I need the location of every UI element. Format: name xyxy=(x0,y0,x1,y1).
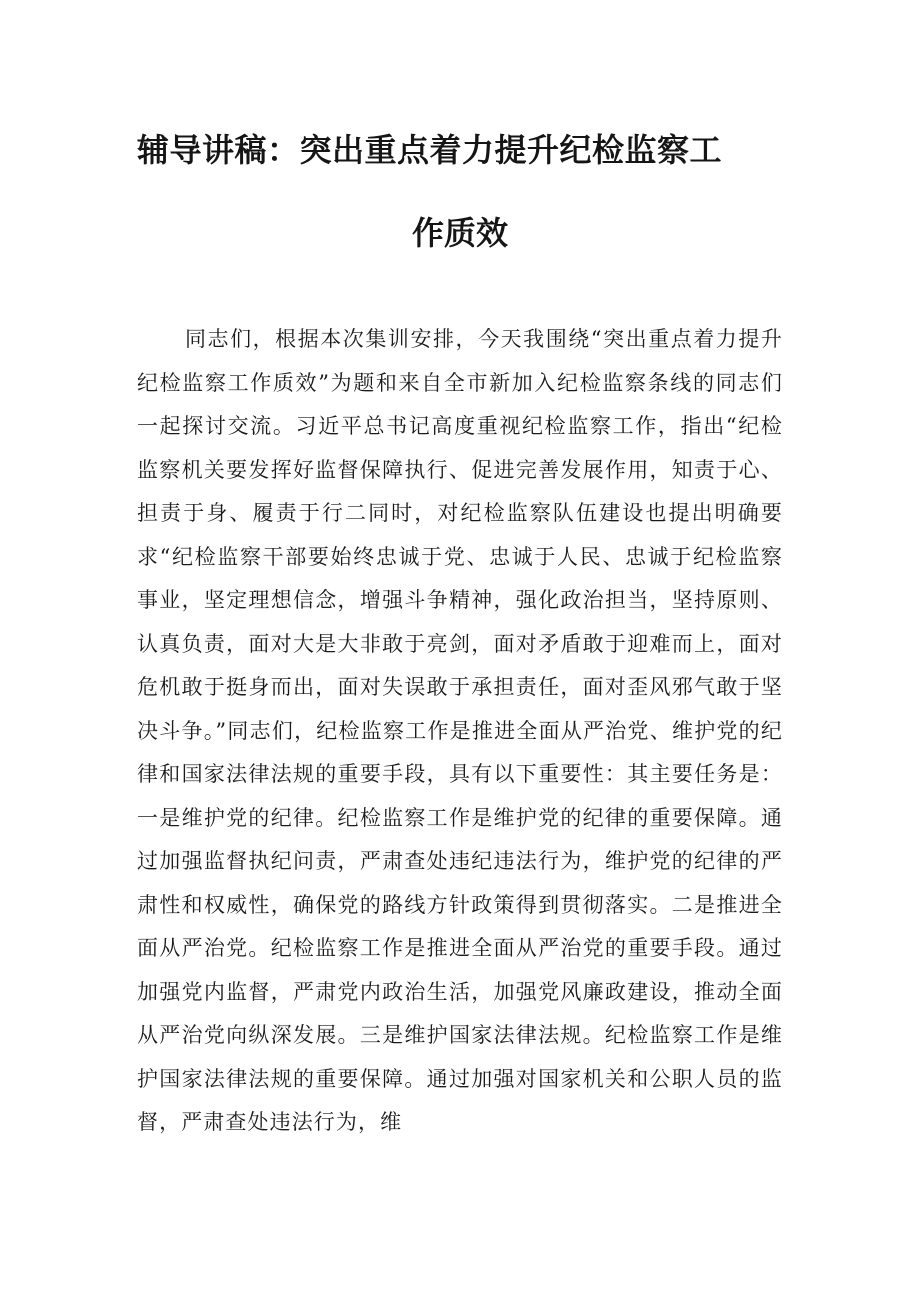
document-title-line-1: 辅导讲稿：突出重点着力提升纪检监察工 xyxy=(137,131,723,169)
document-title-line-2: 作质效 xyxy=(411,214,508,252)
body-paragraph: 同志们，根据本次集训安排，今天我围绕“突出重点着力提升纪检监察工作质效”为题和来自全市新加入纪检监察条线的同志们一起探讨交流。习近平总书记高度重视纪检监察工作，指出“纪检监察机关要发挥好监督保障执行、促进完善发展作用，知责于心、担责于身、履责于行二同时，对纪检监察队伍建设也提出明确要求“纪检监察干部要始终忠诚于党、忠诚于人民、忠诚于纪检监察事业，坚定理想信念，增强斗争精神，强化政治担当，坚持原则、认真负责，面对大是大非敢于亮剑，面对矛盾敢于迎难而上，面对危机敢于挺身而出，面对失误敢于承担责任，面对歪风邪气敢于坚决斗争。”同志们，纪检监察工作是推进全面从严治党、维护党的纪律和国家法律法规的重要手段，具有以下重要性：其主要任务是：一是维护党的纪律。纪检监察工作是维护党的纪律的重要保障。通过加强监督执纪问责，严肃查处违纪违法行为，维护党的纪律的严肃性和权威性，确保党的路线方针政策得到贯彻落实。二是推进全面从严治党。纪检监察工作是推进全面从严治党的重要手段。通过加强党内监督，严肃党内政治生活，加强党风廉政建设，推动全面从严治党向纵深发展。三是维护国家法律法规。纪检监察工作是维护国家法律法规的重要保障。通过加强对国家机关和公职人员的监督，严肃查处违法行为，维 xyxy=(137,327,783,1134)
